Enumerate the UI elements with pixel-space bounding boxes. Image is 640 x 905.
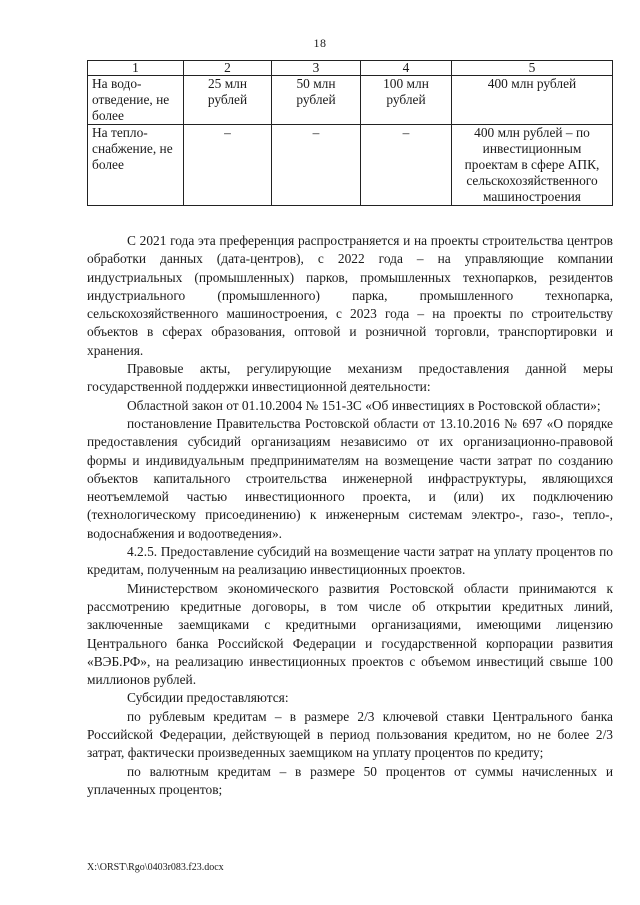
table-row [88, 125, 613, 206]
body-text [87, 232, 613, 799]
table-header-cell: 4 [361, 61, 452, 76]
paragraph: Областной закон от 01.10.2004 № 151-ЗС «Об инвестициях в Ростовской области»; [127, 397, 601, 413]
table-cell-category: На водо-отведение, не более [88, 76, 184, 125]
paragraph: Субсидии предоставляются: [127, 690, 289, 706]
table-cell: 25 млн рублей [184, 76, 272, 125]
section-heading: 4.2.5. Предоставление субсидий на возмещение части затрат на уплату процентов по кредитам, полученным на реализацию инвестиционных проектов. [87, 544, 613, 578]
table-cell: – [361, 125, 452, 206]
table-header-cell: 2 [184, 61, 272, 76]
paragraph: Министерством экономического развития Ростовской области принимаются к рассмотрению кредитные договоры, в том числе об открытии кредитных линий, заключенные заемщиками с кредитными организациями, имеющими лицензию Центрального банка Российской Федерации и государственной корпорации развития «ВЭБ.РФ», на реализацию инвестиционных проектов с объемом инвестиций свыше 100 миллионов рублей. [87, 580, 613, 688]
table-cell: 50 млн рублей [272, 76, 361, 125]
paragraph: постановление Правительства Ростовской области от 13.10.2016 № 697 «О порядке предоставления субсидий организациям независимо от их организационно-правовой формы и индивидуальным предпринимателям на возмещение части затрат по созданию объектов капитального строительства инженерной инфраструктуры, являющихся неотъемлемой частью инвестиционного проекта, и (или) их подключению (технологическому присоединению) к инженерным системам электро-, газо-, тепло-, водоснабжения и водоотведения». [87, 415, 613, 541]
table-cell-category: На тепло-снабжение, не более [88, 125, 184, 206]
paragraph: по рублевым кредитам – в размере 2/3 ключевой ставки Центрального банка Российской Федерации, действующей в период пользования кредитом, но не более 2/3 затрат, фактически произведенных заемщиком на уплату процентов по кредиту; [87, 708, 613, 761]
file-path-footer: X:\ORST\Rgo\0403r083.f23.docx [87, 862, 224, 873]
table-header-cell: 5 [452, 61, 613, 76]
table-cell: 400 млн рублей [452, 76, 613, 125]
paragraph: С 2021 года эта преференция распространяется и на проекты строительства центров обработки данных (дата-центров), с 2022 года – на управляющие компании индустриальных (промышленных) парков, промышленных технопарков, резидентов индустриального (промышленного) парка, промышленного технопарка, сельскохозяйственного машиностроения, с 2023 года – на проекты по строительству объектов в сферах образования, оптовой и розничной торговли, транспортировки и хранения. [87, 233, 613, 358]
table-header-row [88, 61, 613, 76]
table-row [88, 76, 613, 125]
table-header-cell: 1 [88, 61, 184, 76]
paragraph: по валютным кредитам – в размере 50 процентов от суммы начисленных и уплаченных процентов; [87, 763, 613, 797]
preference-table [87, 60, 613, 206]
table-cell: – [272, 125, 361, 206]
paragraph: Правовые акты, регулирующие механизм предоставления данной меры государственной поддержки инвестиционной деятельности: [87, 361, 613, 395]
table-header-cell: 3 [272, 61, 361, 76]
table-cell: 100 млн рублей [361, 76, 452, 125]
table-cell: – [184, 125, 272, 206]
table-cell: 400 млн рублей – по инвестиционным проектам в сфере АПК, сельскохозяйственного машиностроения [452, 125, 613, 206]
page-number: 18 [313, 36, 327, 50]
